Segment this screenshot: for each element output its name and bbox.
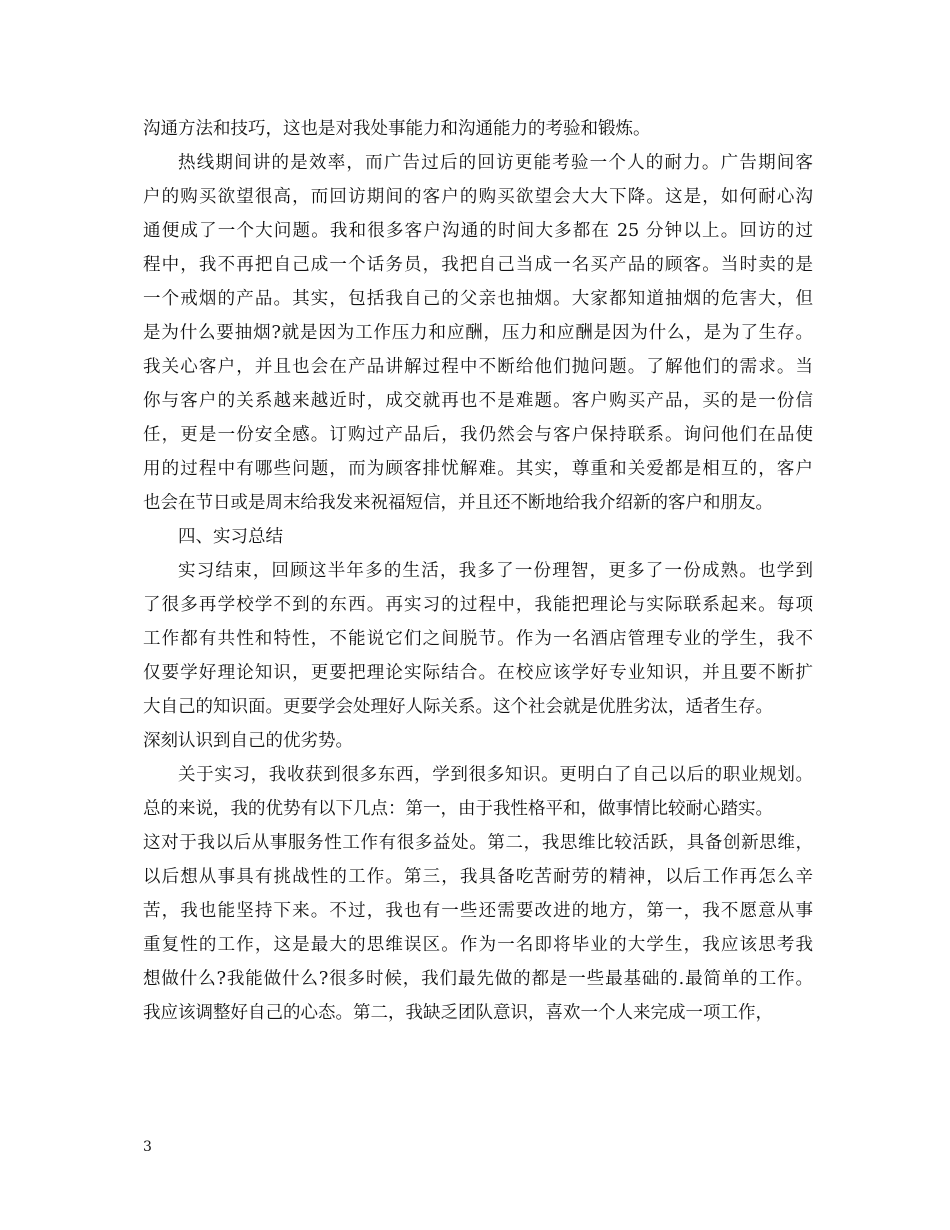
text-line: 一个戒烟的产品。其实，包括我自己的父亲也抽烟。大家都知道抽烟的危害大，但: [143, 289, 813, 309]
text-line: 你与客户的关系越来越近时，成交就再也不是难题。客户购买产品，买的是一份信: [143, 391, 813, 411]
text-line: 通便成了一个大问题。我和很多客户沟通的时间大多都在 25 分钟以上。回访的过: [143, 221, 813, 241]
text-line: 仅要学好理论知识，更要把理论实际结合。在校应该学好专业知识，并且要不断扩: [143, 663, 813, 683]
text-line: 四、实习总结: [178, 527, 283, 547]
text-line: 这对于我以后从事服务性工作有很多益处。第二，我思维比较活跃，具备创新思维，: [143, 833, 813, 853]
text-line: 是为什么要抽烟?就是因为工作压力和应酬，压力和应酬是因为什么，是为了生存。: [143, 323, 813, 343]
text-line: 了很多再学校学不到的东西。再实习的过程中，我能把理论与实际联系起来。每项: [143, 595, 813, 615]
text-line: 总的来说，我的优势有以下几点：第一，由于我性格平和，做事情比较耐心踏实。: [143, 799, 773, 819]
text-line: 热线期间讲的是效率，而广告过后的回访更能考验一个人的耐力。广告期间客: [178, 153, 813, 173]
text-line: 任，更是一份安全感。订购过产品后，我仍然会与客户保持联系。询问他们在品使: [143, 425, 813, 445]
text-line: 户的购买欲望很高，而回访期间的客户的购买欲望会大大下降。这是，如何耐心沟: [143, 187, 813, 207]
text-line: 深刻认识到自己的优劣势。: [143, 731, 353, 751]
text-line: 想做什么?我能做什么?很多时候，我们最先做的都是一些最基础的.最简单的工作。: [143, 969, 813, 989]
text-line: 苦，我也能坚持下来。不过，我也有一些还需要改进的地方，第一，我不愿意从事: [143, 901, 813, 921]
page-number: 3: [143, 1139, 152, 1155]
text-line: 我应该调整好自己的心态。第二，我缺乏团队意识，喜欢一个人来完成一项工作，: [143, 1003, 773, 1023]
body-text: [143, 112, 813, 1030]
text-line: 也会在节日或是周末给我发来祝福短信，并且还不断地给我介绍新的客户和朋友。: [143, 493, 773, 513]
text-line: 工作都有共性和特性，不能说它们之间脱节。作为一名酒店管理专业的学生，我不: [143, 629, 813, 649]
text-line: 程中，我不再把自己成一个话务员，我把自己当成一名买产品的顾客。当时卖的是: [143, 255, 813, 275]
text-line: 关于实习，我收获到很多东西，学到很多知识。更明白了自己以后的职业规划。: [178, 765, 813, 785]
text-line: 重复性的工作，这是最大的思维误区。作为一名即将毕业的大学生，我应该思考我: [143, 935, 813, 955]
text-line: 大自己的知识面。更要学会处理好人际关系。这个社会就是优胜劣汰，适者生存。: [143, 697, 773, 717]
text-line: 用的过程中有哪些问题，而为顾客排忧解难。其实，尊重和关爱都是相互的，客户: [143, 459, 813, 479]
text-line: 实习结束，回顾这半年多的生活，我多了一份理智，更多了一份成熟。也学到: [178, 561, 813, 581]
text-line: 我关心客户，并且也会在产品讲解过程中不断给他们抛问题。了解他们的需求。当: [143, 357, 813, 377]
text-line: 以后想从事具有挑战性的工作。第三，我具备吃苦耐劳的精神，以后工作再怎么辛: [143, 867, 813, 887]
text-line: 沟通方法和技巧，这也是对我处事能力和沟通能力的考验和锻炼。: [143, 119, 651, 139]
